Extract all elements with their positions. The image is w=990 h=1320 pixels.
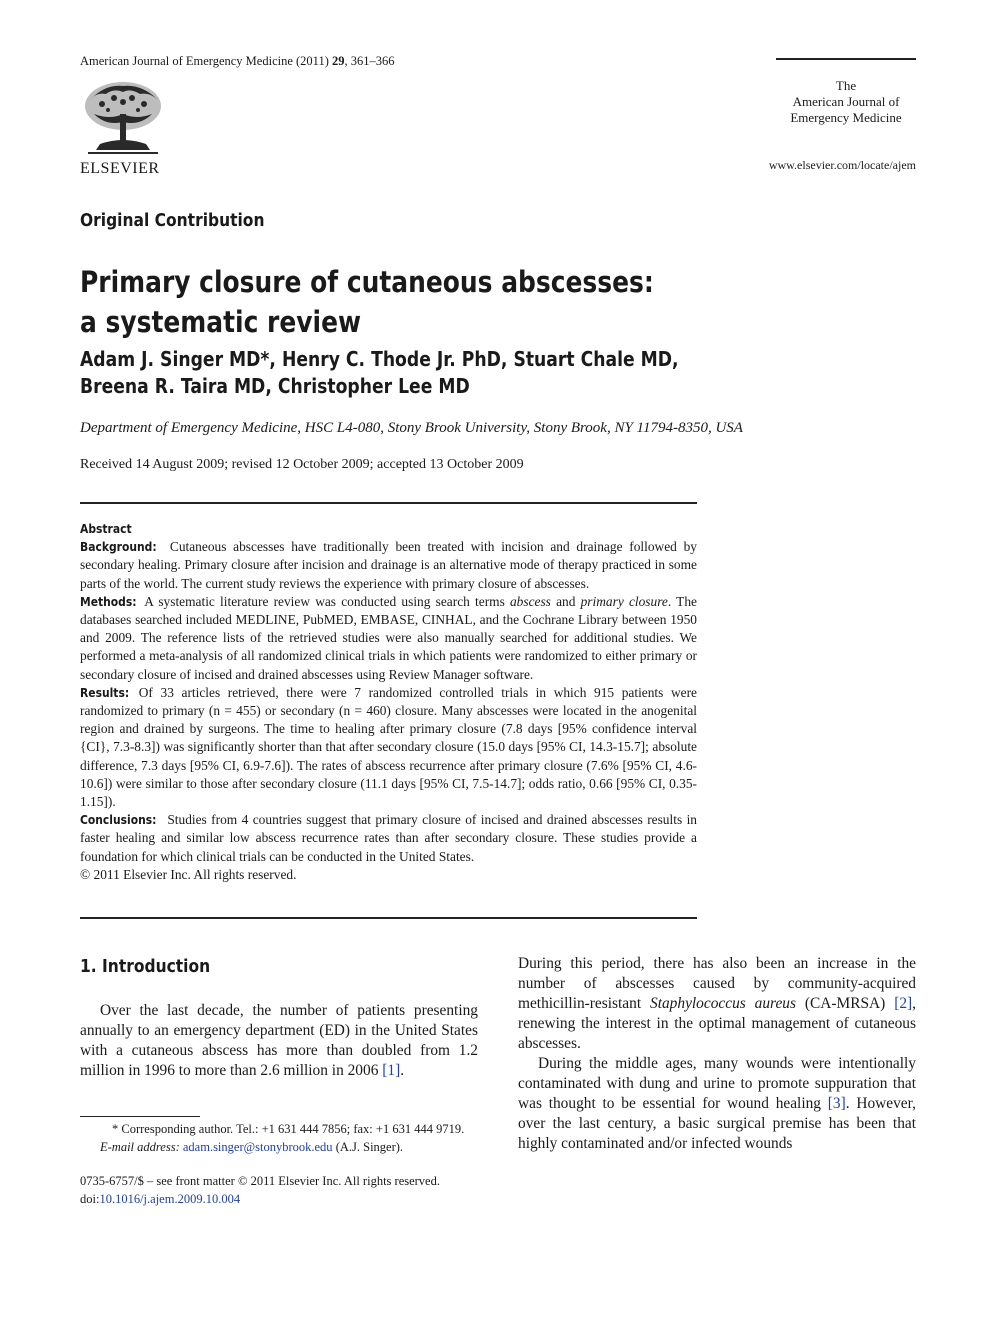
abstract (80, 520, 697, 884)
section-label: Original Contribution (80, 210, 265, 231)
affiliation: Department of Emergency Medicine, HSC L4-080, Stony Brook University, Stony Brook, NY 11794-8350, USA (80, 420, 743, 436)
doi-link[interactable]: 10.1016/j.ajem.2009.10.004 (99, 1192, 241, 1206)
intro-paragraph-3: During the middle ages, many wounds were intentionally contaminated with dung and urine to promote suppuration that was thought to be essential for wound healing [3]. However, over the last century, a basic surgical premise has been that highly contaminated and/or infected wounds (518, 1055, 916, 1152)
journal-name-line3: Emergency Medicine (790, 110, 902, 125)
author-email-link[interactable]: adam.singer@stonybrook.edu (182, 1140, 333, 1154)
journal-url[interactable]: www.elsevier.com/locate/ajem (768, 158, 916, 172)
citation-ref-1[interactable]: [1] (382, 1062, 401, 1079)
abstract-background: Background: Cutaneous abscesses have traditionally been treated with incision and drainage followed by secondary healing. Primary closure after incision and drainage is an alternative mode of therapy practiced in some parts of the world. The current study reviews the experience with primary closure of abscesses. (80, 539, 697, 591)
abstract-top-rule (80, 502, 697, 504)
authors-line2: Breena R. Taira MD, Christopher Lee MD (80, 374, 470, 398)
corresponding-author-footnote (80, 1120, 478, 1156)
elsevier-tree-icon (80, 80, 166, 158)
footnote-rule (80, 1116, 200, 1117)
doi-line: doi:10.1016/j.ajem.2009.10.004 (80, 1192, 241, 1206)
title-line1: Primary closure of cutaneous abscesses: (80, 265, 654, 299)
abstract-bottom-rule (80, 917, 697, 919)
journal-name-line2: American Journal of (792, 94, 900, 109)
abstract-copyright: © 2011 Elsevier Inc. All rights reserved. (80, 866, 297, 882)
abstract-heading: Abstract (80, 521, 132, 536)
elsevier-logo (80, 80, 172, 178)
issn-line: 0735-6757/$ – see front matter © 2011 Elsevier Inc. All rights reserved. (80, 1174, 440, 1188)
elsevier-wordmark: ELSEVIER (80, 160, 160, 177)
intro-right-column (518, 954, 916, 1154)
citation-ref-2[interactable]: [2] (894, 995, 913, 1012)
intro-paragraph-1: Over the last decade, the number of patients presenting annually to an emergency department (ED) in the United States with a cutaneous abscess has more than doubled from 1.2 million in 1996 to more than 2.6 million in 2006 [1]. (80, 1002, 478, 1079)
intro-left-column (80, 1001, 478, 1081)
corresponding-line: * Corresponding author. Tel.: +1 631 444 7856; fax: +1 631 444 9719. (112, 1122, 465, 1136)
citation-ref-3[interactable]: [3] (827, 1095, 846, 1112)
abstract-results: Results: Of 33 articles retrieved, there were 7 randomized controlled trials in which 915 patients were randomized to primary (n = 455) or secondary (n = 460) closure. Many abscesses were located in the anogenital region and drained by surgeons. The time to healing after primary closure (7.8 days [95% confidence interval {CI}, 7.3-8.3]) was significantly shorter than that after secondary closure (15.0 days [95% CI, 14.3-15.7]; absolute difference, 7.3 days [95% CI, 6.9-7.6]). The rates of abscess recurrence after primary closure (7.6% [95% CI, 4.6-10.6]) were similar to those after secondary closure (11.1 days [95% CI, 7.5-14.7]; odds ratio, 0.66 [95% CI, 0.35-1.15]). (80, 684, 697, 810)
issn-doi-block (80, 1172, 500, 1208)
abstract-conclusions: Conclusions: Studies from 4 countries suggest that primary closure of incised and drained abscesses results in faster healing and similar low abscess recurrence rates than after secondary closure. These studies provide a foundation for which clinical trials can be conducted in the United States. (80, 812, 697, 864)
title-line2: a systematic review (80, 305, 362, 339)
journal-name-block (776, 58, 916, 126)
received-dates: Received 14 August 2009; revised 12 October 2009; accepted 13 October 2009 (80, 457, 524, 472)
journal-citation: American Journal of Emergency Medicine (2011) 29, 361–366 (80, 54, 395, 68)
article-title (80, 262, 654, 342)
authors-line1: Adam J. Singer MD*, Henry C. Thode Jr. PhD, Stuart Chale MD, (80, 347, 679, 371)
email-line: E-mail address: adam.singer@stonybrook.edu (A.J. Singer). (100, 1140, 404, 1154)
intro-paragraph-2: During this period, there has also been an increase in the number of abscesses caused by community-acquired methicillin-resistant Staphylococcus aureus (CA-MRSA) [2], renewing the interest in the optimal management of cutaneous abscesses. (518, 955, 916, 1052)
abstract-methods: Methods: A systematic literature review was conducted using search terms abscess and primary closure. The databases searched included MEDLINE, PubMED, EMBASE, CINHAL, and the Cochrane Library between 1950 and 2009. The reference lists of the retrieved studies were also manually searched for additional studies. We performed a meta-analysis of all randomized clinical trials in which patients were randomized to either primary or secondary closure of incised and drained abscesses using Review Manager software. (80, 593, 697, 682)
journal-name-line1: The (835, 78, 857, 93)
introduction-heading: 1. Introduction (80, 956, 211, 977)
authors (80, 346, 679, 400)
